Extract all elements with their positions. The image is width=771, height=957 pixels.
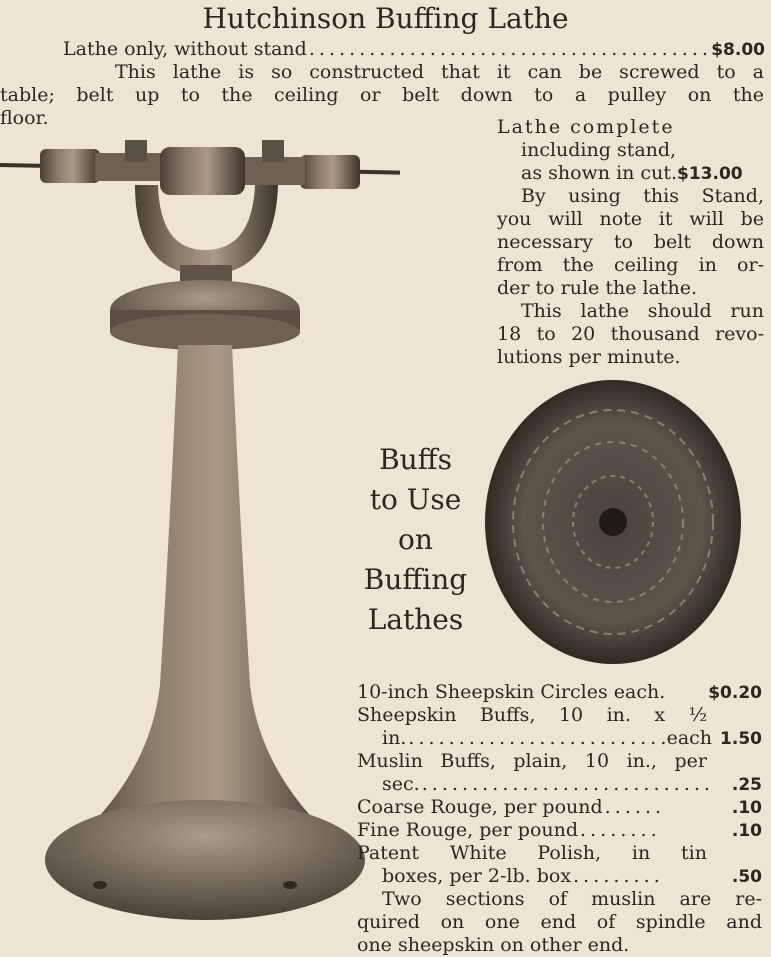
buffs-heading-line: Buffs bbox=[379, 443, 452, 476]
item-price: .10 bbox=[731, 821, 762, 841]
item-label: boxes, per 2-lb. box bbox=[382, 865, 572, 887]
muslin-buffs-line-1: Muslin Buffs, plain, 10 in., per bbox=[357, 750, 707, 772]
buffing-lathe-illustration bbox=[0, 125, 400, 945]
fine-rouge-row bbox=[357, 819, 762, 843]
item-price: .25 bbox=[731, 775, 762, 795]
speed-line-2: 18 to 20 thousand revo- bbox=[497, 323, 764, 345]
complete-price: $13.00 bbox=[677, 164, 743, 184]
stand-line-5: der to rule the lathe. bbox=[497, 277, 698, 299]
note-line-3: one sheepskin on other end. bbox=[357, 934, 630, 956]
leader-dots bbox=[422, 773, 710, 796]
sheepskin-circles-row bbox=[357, 681, 762, 705]
speed-line-1: This lathe should run bbox=[521, 300, 764, 322]
item-unit: each bbox=[666, 727, 713, 749]
stand-line-3: necessary to belt down bbox=[497, 231, 764, 253]
leader-dots bbox=[605, 796, 665, 819]
leader-dots bbox=[580, 819, 662, 842]
coarse-rouge-row bbox=[357, 796, 762, 820]
item-label: sec. bbox=[382, 773, 420, 795]
buffs-heading-line: on bbox=[398, 523, 433, 556]
note-line-2: quired on one end of spindle and bbox=[357, 911, 762, 933]
complete-line-2: including stand, bbox=[521, 139, 677, 161]
stand-line-2: you will note it will be bbox=[497, 208, 764, 230]
muslin-buffs-row bbox=[382, 773, 762, 797]
buffs-heading-line: to Use bbox=[369, 483, 462, 516]
item-price: .50 bbox=[731, 867, 762, 887]
complete-line-3 bbox=[521, 162, 743, 186]
buffs-heading-line: Lathes bbox=[367, 603, 464, 636]
lathe-only-label: Lathe only, without stand bbox=[63, 38, 307, 60]
note-line-1: Two sections of muslin are re- bbox=[382, 888, 762, 910]
complete-line-1: Lathe complete bbox=[497, 116, 675, 138]
stand-line-1: By using this Stand, bbox=[521, 185, 764, 207]
intro-line-3: floor. bbox=[0, 107, 49, 129]
sheepskin-buffs-line-1: Sheepskin Buffs, 10 in. x ½ bbox=[357, 704, 707, 726]
item-label: Coarse Rouge, per pound bbox=[357, 796, 603, 818]
item-price: $0.20 bbox=[708, 683, 762, 703]
item-price: 1.50 bbox=[720, 729, 762, 749]
lathe-only-price: $8.00 bbox=[711, 40, 765, 60]
intro-line-2: table; belt up to the ceiling or belt down to a pulley on the bbox=[0, 84, 764, 106]
item-label: 10-inch Sheepskin Circles each. bbox=[357, 681, 666, 703]
lathe-only-line bbox=[63, 38, 765, 62]
sheepskin-buff-illustration bbox=[468, 368, 758, 676]
buffs-heading-line: Buffing bbox=[363, 563, 468, 596]
sheepskin-buffs-row bbox=[382, 727, 762, 751]
leader-dots bbox=[408, 727, 664, 750]
leader-dots bbox=[309, 38, 709, 61]
stand-line-4: from the ceiling in or- bbox=[497, 254, 764, 276]
item-label: in. bbox=[382, 727, 407, 749]
item-label: Fine Rouge, per pound bbox=[357, 819, 579, 841]
speed-line-3: lutions per minute. bbox=[497, 346, 681, 368]
intro-line-1: This lathe is so constructed that it can be screwed to a bbox=[115, 61, 764, 83]
white-polish-line-1: Patent White Polish, in tin bbox=[357, 842, 707, 864]
leader-dots bbox=[573, 865, 663, 888]
white-polish-row bbox=[382, 865, 762, 889]
complete-label: as shown in cut. bbox=[521, 162, 677, 184]
item-price: .10 bbox=[731, 798, 762, 818]
page-title: Hutchinson Buffing Lathe bbox=[202, 2, 569, 35]
